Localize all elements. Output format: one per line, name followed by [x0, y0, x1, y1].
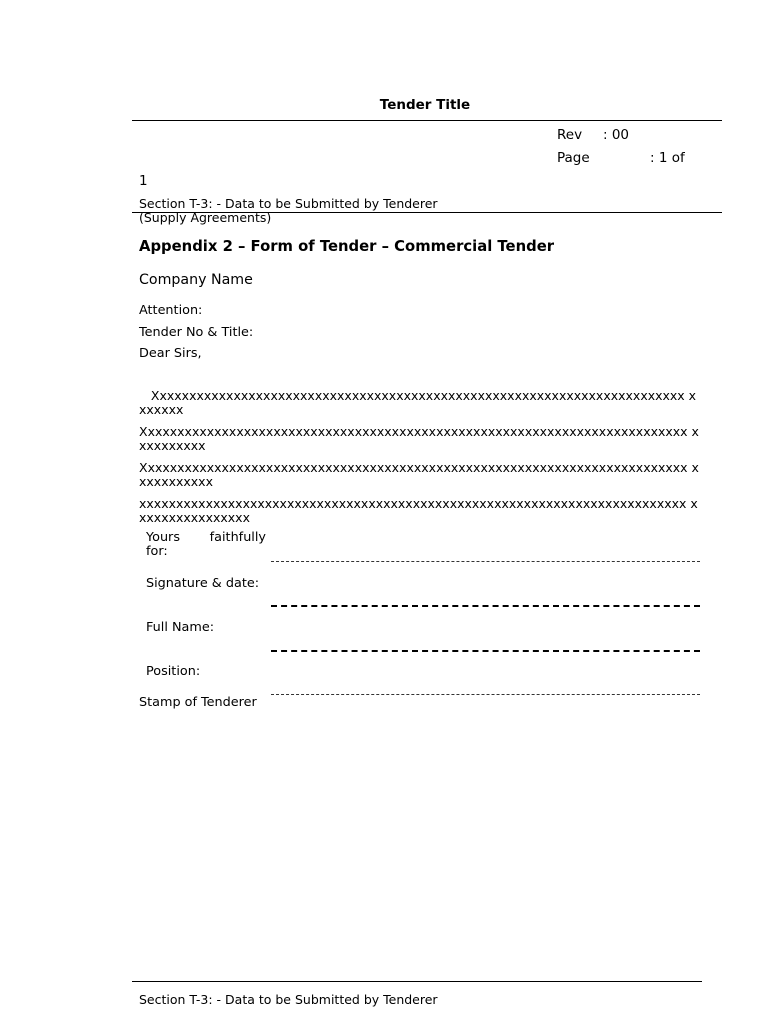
- closing-line: [146, 531, 266, 545]
- full-name-line[interactable]: [271, 650, 700, 652]
- signature-line-for[interactable]: [271, 561, 700, 562]
- closing-word: faithfully: [209, 530, 266, 545]
- page-label: Page: [557, 150, 590, 166]
- signature-date-line[interactable]: [271, 605, 700, 607]
- rev-value: : 00: [603, 127, 630, 143]
- section-rule: [132, 212, 722, 213]
- position-line[interactable]: [271, 694, 700, 695]
- footer-rule: [132, 981, 702, 982]
- company-name: Company Name: [139, 272, 253, 288]
- appendix-title: Appendix 2 – Form of Tender – Commercial Tender: [139, 238, 555, 255]
- body-paragraph: Xxxxxxxxxxxxxxxxxxxxxxxxxxxxxxxxxxxxxxxxxxxxxxxxxxxxxxxxxxxxxxxxxxxxxxxxxx xxxxxxxxxx: [139, 424, 699, 453]
- closing-block: [146, 531, 266, 559]
- rev-label: Rev: [557, 127, 583, 143]
- closing-for: for:: [146, 544, 168, 559]
- page-total: 1: [139, 173, 148, 189]
- header-rule: [132, 120, 722, 121]
- stamp-label: Stamp of Tenderer: [139, 695, 257, 710]
- document-title: Tender Title: [379, 97, 471, 113]
- signature-date-label: Signature & date:: [146, 576, 260, 591]
- salutation: Dear Sirs,: [139, 346, 202, 361]
- attention-label: Attention:: [139, 303, 203, 318]
- page-value: : 1 of: [650, 150, 685, 166]
- closing-word: Yours: [146, 530, 180, 545]
- body-paragraph: Xxxxxxxxxxxxxxxxxxxxxxxxxxxxxxxxxxxxxxxxxxxxxxxxxxxxxxxxxxxxxxxxxxxxxxxxxx xxxxxxxxxxx: [139, 460, 699, 489]
- body-paragraph: xxxxxxxxxxxxxxxxxxxxxxxxxxxxxxxxxxxxxxxxxxxxxxxxxxxxxxxxxxxxxxxxxxxxxxxxxx xxxxxxxxxxxxxxxx: [139, 496, 698, 525]
- position-label: Position:: [146, 664, 201, 679]
- body-paragraph: Xxxxxxxxxxxxxxxxxxxxxxxxxxxxxxxxxxxxxxxxxxxxxxxxxxxxxxxxxxxxxxxxxxxxxxxx xxxxxxx: [139, 388, 697, 417]
- tender-no-label: Tender No & Title:: [139, 325, 254, 340]
- footer-section: Section T-3: - Data to be Submitted by Tenderer: [139, 992, 438, 1007]
- section-heading: Section T-3: - Data to be Submitted by Tenderer (Supply Agreements): [139, 196, 438, 225]
- full-name-label: Full Name:: [146, 620, 215, 635]
